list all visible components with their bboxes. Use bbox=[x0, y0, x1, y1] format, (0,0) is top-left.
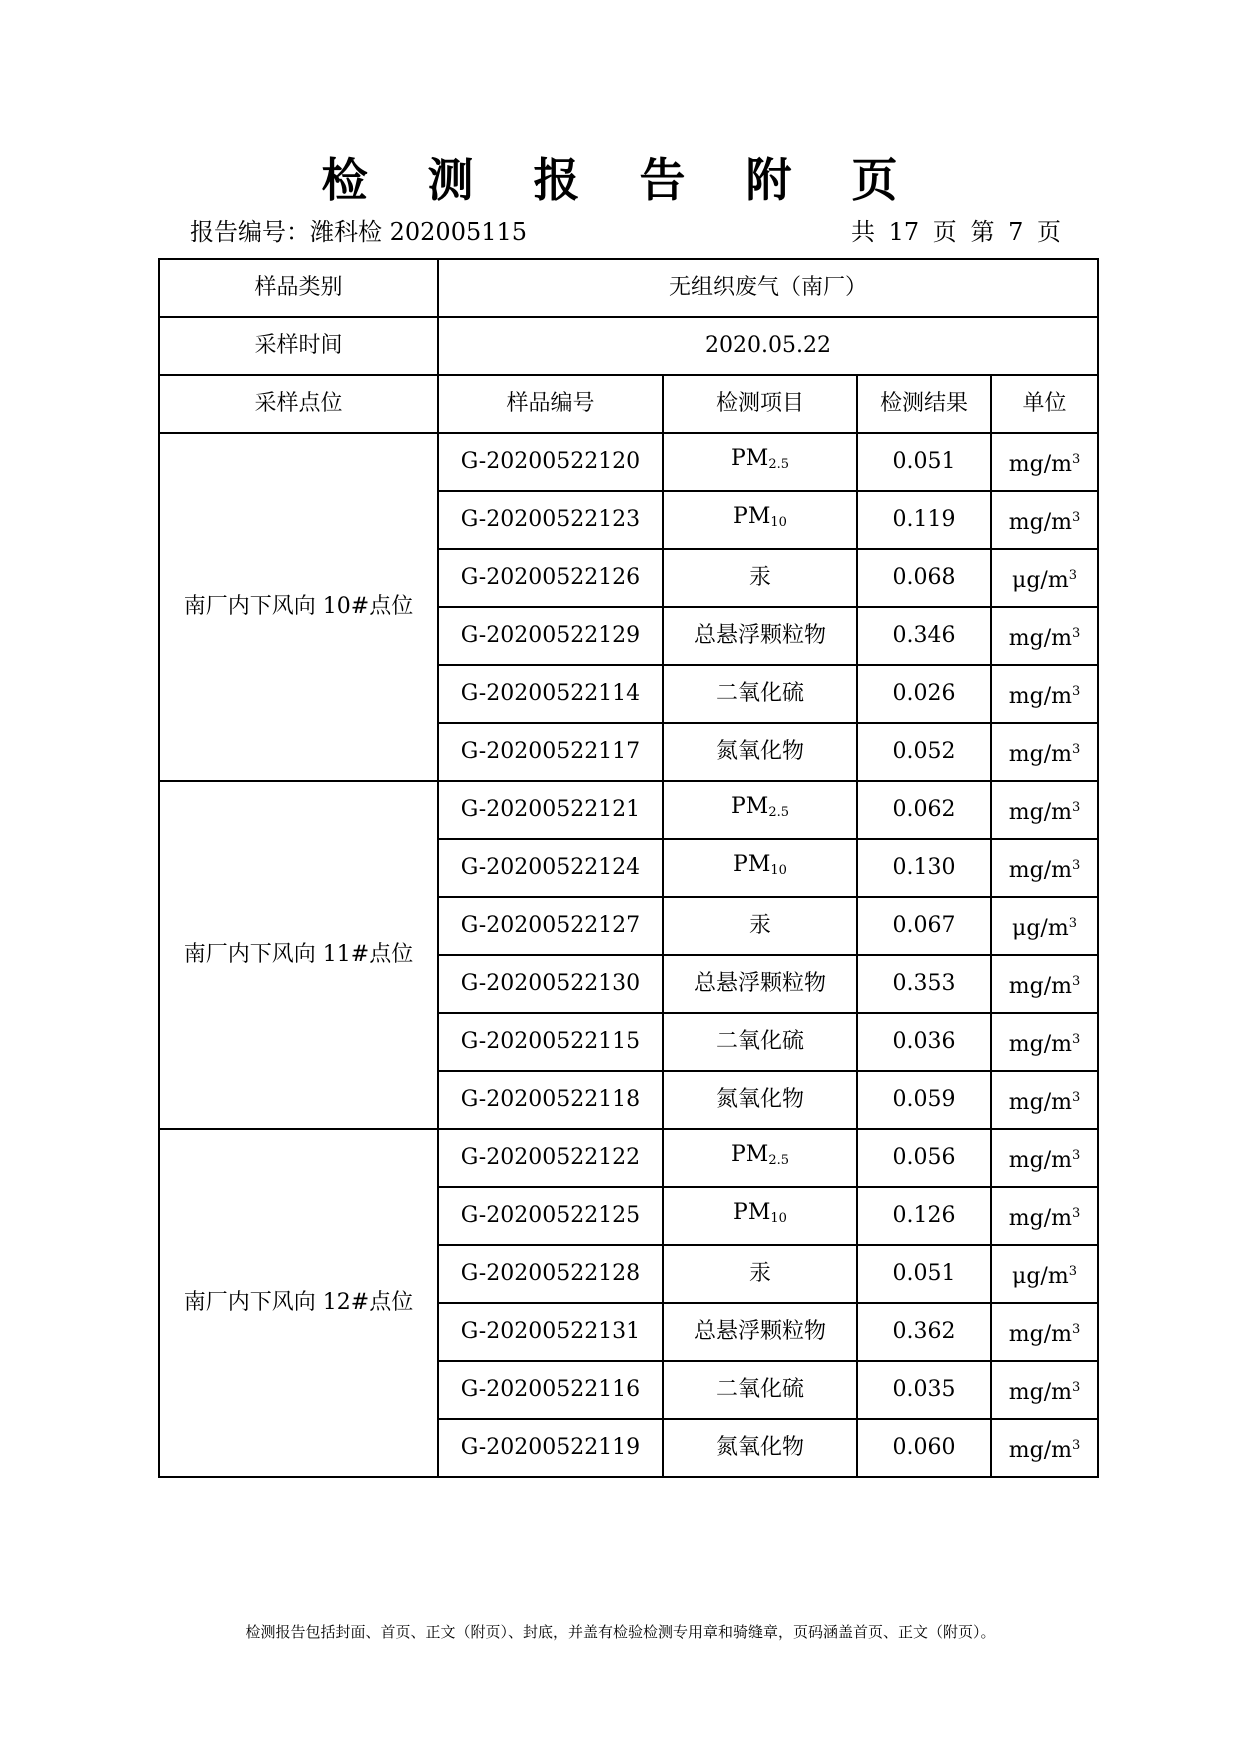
sampling-location: 南厂内下风向 10#点位 bbox=[159, 433, 438, 781]
sample-id: G-20200522122 bbox=[438, 1129, 663, 1187]
unit bbox=[991, 491, 1098, 549]
test-item-subscript: 10 bbox=[770, 863, 787, 878]
test-item bbox=[663, 781, 857, 839]
page-total-suffix: 页 bbox=[932, 218, 957, 246]
test-item-name: 汞 bbox=[748, 565, 771, 590]
unit-exponent: 3 bbox=[1071, 1379, 1081, 1395]
test-item-name: PM bbox=[730, 794, 769, 819]
unit bbox=[991, 1361, 1098, 1419]
unit-base: mg/m bbox=[1008, 741, 1072, 767]
test-result: 0.362 bbox=[857, 1303, 991, 1361]
header-location: 采样点位 bbox=[159, 375, 438, 433]
unit-base: mg/m bbox=[1008, 1031, 1072, 1057]
sample-id: G-20200522127 bbox=[438, 897, 663, 955]
header-item: 检测项目 bbox=[663, 375, 857, 433]
test-item bbox=[663, 1303, 857, 1361]
test-item bbox=[663, 1187, 857, 1245]
sample-type-label: 样品类别 bbox=[159, 259, 438, 317]
test-item-name: PM bbox=[730, 446, 769, 471]
unit bbox=[991, 549, 1098, 607]
sample-id: G-20200522114 bbox=[438, 665, 663, 723]
sample-type-row bbox=[159, 259, 1098, 317]
page-info bbox=[851, 217, 1061, 247]
unit-exponent: 3 bbox=[1068, 1263, 1077, 1279]
test-item-subscript: 2.5 bbox=[768, 457, 790, 472]
unit-exponent: 3 bbox=[1068, 915, 1077, 931]
sample-id: G-20200522115 bbox=[438, 1013, 663, 1071]
test-result: 0.052 bbox=[857, 723, 991, 781]
unit bbox=[991, 433, 1098, 491]
test-item-name: 总悬浮颗粒物 bbox=[693, 1319, 826, 1344]
unit-base: mg/m bbox=[1008, 683, 1072, 709]
test-item bbox=[663, 1361, 857, 1419]
sample-id: G-20200522128 bbox=[438, 1245, 663, 1303]
header-unit: 单位 bbox=[991, 375, 1098, 433]
test-item-name: PM bbox=[733, 1200, 771, 1225]
unit-exponent: 3 bbox=[1071, 1321, 1081, 1337]
unit-base: μg/m bbox=[1012, 1263, 1069, 1289]
test-result: 0.119 bbox=[857, 491, 991, 549]
test-result: 0.062 bbox=[857, 781, 991, 839]
sample-id: G-20200522125 bbox=[438, 1187, 663, 1245]
test-item-name: PM bbox=[733, 852, 771, 877]
page-total: 17 bbox=[888, 218, 920, 246]
unit-exponent: 3 bbox=[1071, 451, 1081, 467]
unit-exponent: 3 bbox=[1071, 1437, 1081, 1453]
unit-exponent: 3 bbox=[1071, 1089, 1081, 1105]
page-title: 检 测 报 告 附 页 bbox=[321, 153, 920, 207]
test-item bbox=[663, 1129, 857, 1187]
test-item-name: 二氧化硫 bbox=[715, 1029, 804, 1054]
test-item-subscript: 2.5 bbox=[768, 1153, 790, 1168]
test-item bbox=[663, 1071, 857, 1129]
test-result: 0.036 bbox=[857, 1013, 991, 1071]
unit bbox=[991, 1245, 1098, 1303]
test-result: 0.051 bbox=[857, 433, 991, 491]
test-item bbox=[663, 1245, 857, 1303]
test-item bbox=[663, 433, 857, 491]
test-item bbox=[663, 839, 857, 897]
test-item-name: 汞 bbox=[748, 913, 771, 938]
test-result: 0.059 bbox=[857, 1071, 991, 1129]
test-result: 0.056 bbox=[857, 1129, 991, 1187]
header-row bbox=[159, 375, 1098, 433]
sample-id: G-20200522124 bbox=[438, 839, 663, 897]
unit-base: μg/m bbox=[1012, 915, 1069, 941]
sample-id: G-20200522129 bbox=[438, 607, 663, 665]
unit bbox=[991, 781, 1098, 839]
report-number: 报告编号：潍科检 202005115 bbox=[190, 218, 528, 246]
test-result: 0.051 bbox=[857, 1245, 991, 1303]
sample-id: G-20200522123 bbox=[438, 491, 663, 549]
unit-base: mg/m bbox=[1008, 451, 1072, 477]
sample-id: G-20200522116 bbox=[438, 1361, 663, 1419]
report-table bbox=[158, 258, 1099, 1478]
unit bbox=[991, 955, 1098, 1013]
test-result: 0.346 bbox=[857, 607, 991, 665]
unit bbox=[991, 1013, 1098, 1071]
unit-exponent: 3 bbox=[1071, 799, 1081, 815]
test-item bbox=[663, 1419, 857, 1477]
unit-base: mg/m bbox=[1008, 509, 1072, 535]
unit-base: mg/m bbox=[1008, 1321, 1072, 1347]
test-item-name: 氮氧化物 bbox=[715, 1435, 804, 1460]
table-row bbox=[159, 1129, 1098, 1187]
unit bbox=[991, 1129, 1098, 1187]
sample-time-row bbox=[159, 317, 1098, 375]
test-item-name: 总悬浮颗粒物 bbox=[693, 971, 826, 996]
test-result: 0.353 bbox=[857, 955, 991, 1013]
unit-exponent: 3 bbox=[1071, 683, 1081, 699]
test-item bbox=[663, 607, 857, 665]
unit-base: mg/m bbox=[1008, 1089, 1072, 1115]
sample-id: G-20200522117 bbox=[438, 723, 663, 781]
unit-exponent: 3 bbox=[1071, 1031, 1081, 1047]
unit-exponent: 3 bbox=[1071, 973, 1081, 989]
unit-exponent: 3 bbox=[1071, 741, 1081, 757]
test-item bbox=[663, 897, 857, 955]
unit bbox=[991, 1071, 1098, 1129]
unit-exponent: 3 bbox=[1071, 509, 1081, 525]
unit bbox=[991, 665, 1098, 723]
footer-note: 检测报告包括封面、首页、正文（附页）、封底，并盖有检验检测专用章和骑缝章，页码涵盖首页、正文（附页）。 bbox=[245, 1623, 996, 1641]
test-item bbox=[663, 491, 857, 549]
test-item bbox=[663, 665, 857, 723]
test-item bbox=[663, 955, 857, 1013]
unit-exponent: 3 bbox=[1071, 857, 1081, 873]
sample-id: G-20200522119 bbox=[438, 1419, 663, 1477]
test-result: 0.130 bbox=[857, 839, 991, 897]
unit-base: mg/m bbox=[1008, 1437, 1072, 1463]
header-result: 检测结果 bbox=[857, 375, 991, 433]
test-item-name: 氮氧化物 bbox=[715, 739, 804, 764]
unit-base: mg/m bbox=[1008, 625, 1072, 651]
page-total-prefix: 共 bbox=[850, 218, 875, 246]
page-current-suffix: 页 bbox=[1037, 218, 1061, 246]
unit-base: mg/m bbox=[1008, 799, 1072, 825]
unit-base: mg/m bbox=[1008, 973, 1072, 999]
test-item-subscript: 10 bbox=[770, 515, 787, 530]
test-result: 0.068 bbox=[857, 549, 991, 607]
unit bbox=[991, 897, 1098, 955]
sample-id: G-20200522120 bbox=[438, 433, 663, 491]
unit bbox=[991, 1303, 1098, 1361]
sampling-location: 南厂内下风向 12#点位 bbox=[159, 1129, 438, 1477]
test-item-name: PM bbox=[730, 1142, 769, 1167]
sample-type-value: 无组织废气（南厂） bbox=[438, 259, 1098, 317]
sample-time-label: 采样时间 bbox=[159, 317, 438, 375]
test-item-name: 总悬浮颗粒物 bbox=[693, 623, 826, 648]
unit-base: μg/m bbox=[1012, 567, 1069, 593]
test-result: 0.126 bbox=[857, 1187, 991, 1245]
page-current-prefix: 第 bbox=[970, 218, 995, 246]
test-item-subscript: 2.5 bbox=[768, 805, 790, 820]
unit-exponent: 3 bbox=[1068, 567, 1077, 583]
test-item bbox=[663, 549, 857, 607]
test-item-name: PM bbox=[733, 504, 771, 529]
unit bbox=[991, 723, 1098, 781]
test-item bbox=[663, 723, 857, 781]
sample-time-value: 2020.05.22 bbox=[438, 317, 1098, 375]
test-item-name: 汞 bbox=[748, 1261, 771, 1286]
sample-id: G-20200522118 bbox=[438, 1071, 663, 1129]
unit bbox=[991, 607, 1098, 665]
unit bbox=[991, 1419, 1098, 1477]
table-row bbox=[159, 781, 1098, 839]
sample-id: G-20200522131 bbox=[438, 1303, 663, 1361]
test-result: 0.026 bbox=[857, 665, 991, 723]
test-item-subscript: 10 bbox=[770, 1211, 787, 1226]
unit-base: mg/m bbox=[1008, 857, 1072, 883]
sample-id: G-20200522130 bbox=[438, 955, 663, 1013]
unit-exponent: 3 bbox=[1071, 625, 1081, 641]
test-item-name: 二氧化硫 bbox=[715, 1377, 804, 1402]
unit bbox=[991, 1187, 1098, 1245]
unit-base: mg/m bbox=[1008, 1379, 1072, 1405]
unit-base: mg/m bbox=[1008, 1147, 1072, 1173]
page-current: 7 bbox=[1008, 218, 1024, 246]
test-item-name: 氮氧化物 bbox=[715, 1087, 804, 1112]
unit-exponent: 3 bbox=[1071, 1205, 1081, 1221]
test-item-name: 二氧化硫 bbox=[715, 681, 804, 706]
unit-base: mg/m bbox=[1008, 1205, 1072, 1231]
test-result: 0.067 bbox=[857, 897, 991, 955]
table-row bbox=[159, 433, 1098, 491]
unit bbox=[991, 839, 1098, 897]
test-result: 0.060 bbox=[857, 1419, 991, 1477]
sample-id: G-20200522121 bbox=[438, 781, 663, 839]
sampling-location: 南厂内下风向 11#点位 bbox=[159, 781, 438, 1129]
test-result: 0.035 bbox=[857, 1361, 991, 1419]
unit-exponent: 3 bbox=[1071, 1147, 1081, 1163]
header-sample-id: 样品编号 bbox=[438, 375, 663, 433]
test-item bbox=[663, 1013, 857, 1071]
sample-id: G-20200522126 bbox=[438, 549, 663, 607]
